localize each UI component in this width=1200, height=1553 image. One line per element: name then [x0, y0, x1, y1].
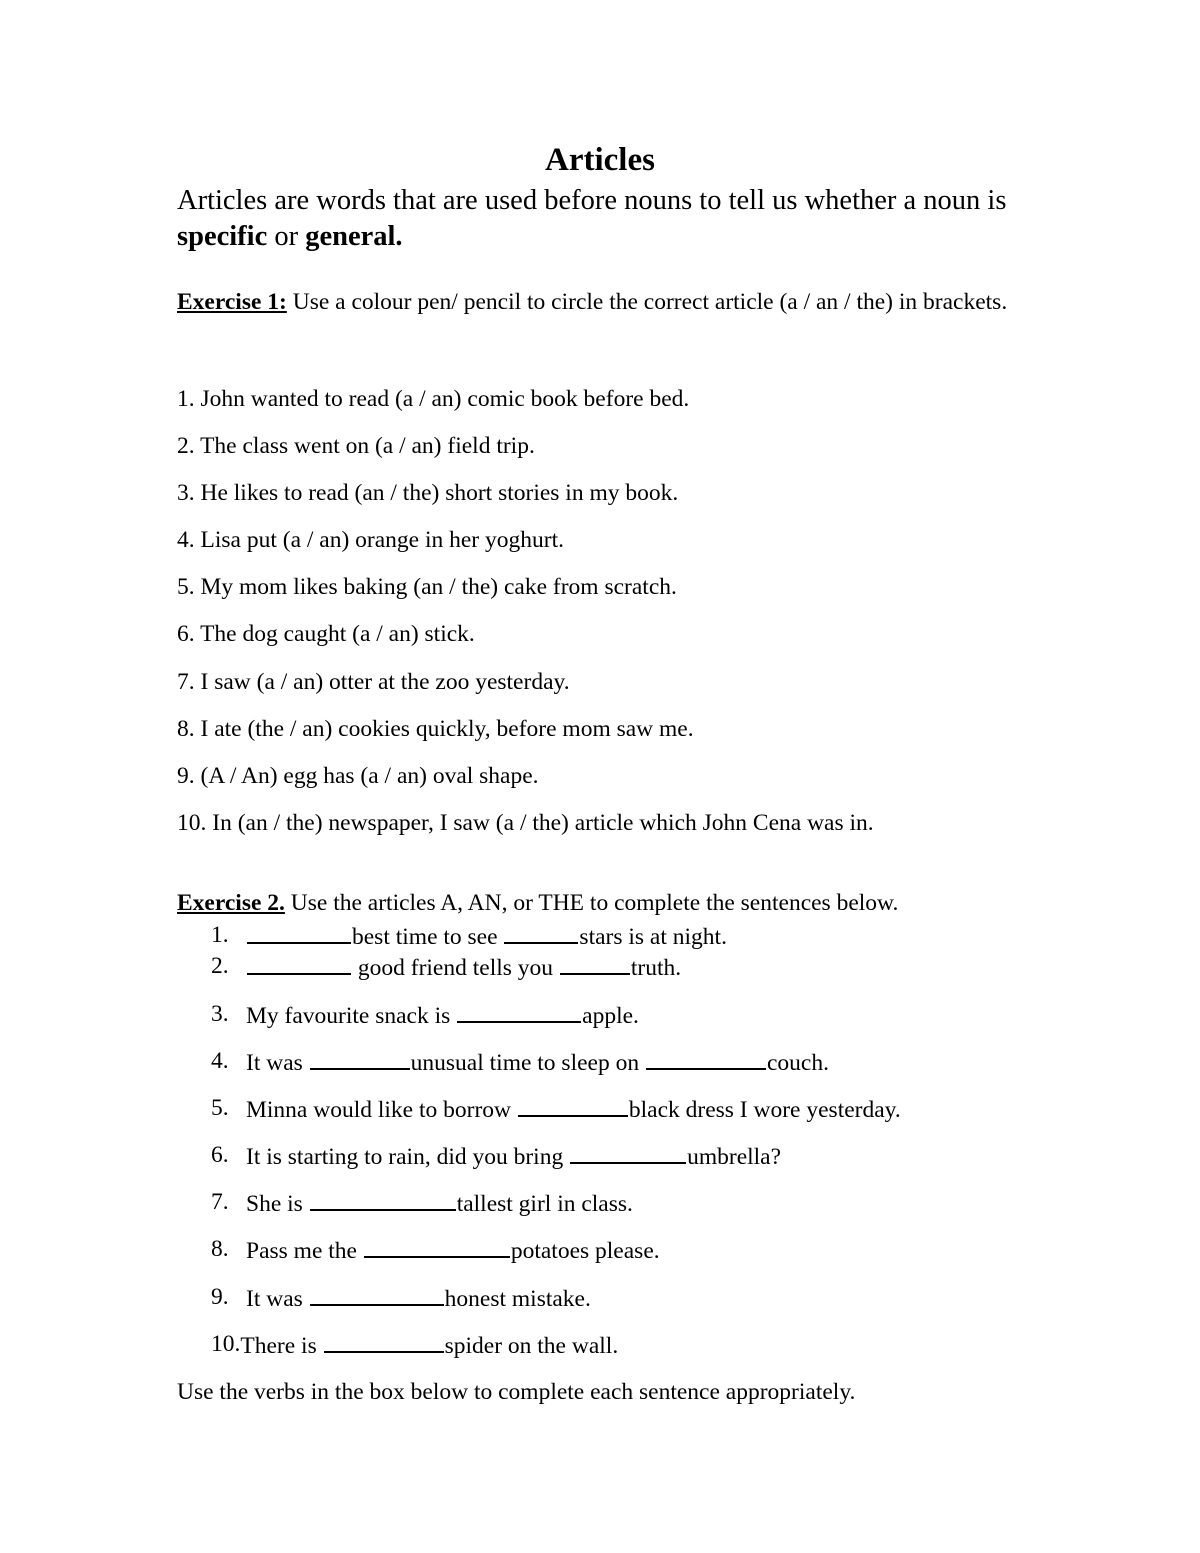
exercise-1-item: 9. (A / An) egg has (a / an) oval shape. [177, 763, 539, 789]
page-title: Articles [545, 142, 655, 178]
footer-instruction: Use the verbs in the box below to complete each sentence appropriately. [177, 1379, 856, 1405]
answer-blank[interactable] [247, 951, 351, 975]
item-text-part: My favourite snack is [246, 1003, 457, 1029]
item-text [246, 999, 639, 1031]
item-text [246, 1140, 781, 1172]
intro-bold-general: general. [305, 221, 403, 252]
item-text [246, 1282, 591, 1314]
exercise-2-heading [177, 887, 1037, 919]
item-number: 3. [211, 1001, 229, 1027]
exercise-1-label: Exercise 1: [177, 289, 287, 315]
exercise-2-instruction: Use the articles A, AN, or THE to complete the sentences below. [284, 890, 899, 916]
item-number: 6. [211, 1142, 229, 1168]
exercise-1-item: 3. He likes to read (an / the) short stories in my book. [177, 480, 679, 506]
item-text-part: truth. [630, 955, 682, 981]
item-number: 5. [211, 1095, 229, 1121]
answer-blank[interactable] [457, 999, 581, 1023]
item-text [246, 920, 727, 952]
exercise-1-item: 7. I saw (a / an) otter at the zoo yesterday. [177, 669, 570, 695]
exercise-1-item: 2. The class went on (a / an) field trip. [177, 433, 535, 459]
item-text-part: apple. [582, 1003, 639, 1029]
answer-blank[interactable] [310, 1187, 456, 1211]
exercise-2-label: Exercise 2. [177, 890, 285, 916]
item-number: 7. [211, 1189, 229, 1215]
exercise-1-item: 1. John wanted to read (a / an) comic book before bed. [177, 386, 690, 412]
item-text-part: black dress I wore yesterday. [628, 1097, 901, 1123]
intro-paragraph [177, 183, 1027, 255]
item-text-part: umbrella? [687, 1144, 782, 1170]
item-text [246, 1093, 901, 1125]
intro-text-mid: or [267, 221, 306, 252]
answer-blank[interactable] [504, 920, 578, 944]
item-text-part: It is starting to rain, did you bring [246, 1144, 570, 1170]
item-number: 10. [211, 1331, 241, 1357]
item-text [246, 1234, 660, 1266]
answer-blank[interactable] [310, 1046, 410, 1070]
item-text-part: She is [246, 1191, 309, 1217]
item-text-part: Minna would like to borrow [246, 1097, 517, 1123]
item-text-part: It was [246, 1050, 309, 1076]
answer-blank[interactable] [247, 920, 351, 944]
exercise-1-item: 8. I ate (the / an) cookies quickly, before mom saw me. [177, 716, 694, 742]
item-text-part: couch. [766, 1050, 829, 1076]
item-number: 1. [211, 922, 229, 948]
item-text [246, 1187, 633, 1219]
exercise-1-item: 6. The dog caught (a / an) stick. [177, 621, 475, 647]
item-text-part: Pass me the [246, 1238, 363, 1264]
exercise-1-item: 5. My mom likes baking (an / the) cake from scratch. [177, 574, 677, 600]
item-text-part: spider on the wall. [444, 1333, 619, 1359]
item-number: 9. [211, 1284, 229, 1310]
item-text-part: honest mistake. [444, 1286, 591, 1312]
item-text [246, 951, 681, 983]
answer-blank[interactable] [364, 1234, 510, 1258]
item-text [240, 1329, 618, 1361]
exercise-1-heading [177, 286, 1037, 318]
answer-blank[interactable] [560, 951, 630, 975]
item-number: 2. [211, 953, 229, 979]
item-text-part: good friend tells you [352, 955, 559, 981]
item-number: 8. [211, 1236, 229, 1262]
item-text-part: best time to see [352, 924, 504, 950]
answer-blank[interactable] [570, 1140, 686, 1164]
answer-blank[interactable] [646, 1046, 766, 1070]
answer-blank[interactable] [324, 1329, 444, 1353]
answer-blank[interactable] [310, 1282, 444, 1306]
exercise-1-item: 10. In (an / the) newspaper, I saw (a / the) article which John Cena was in. [177, 810, 874, 836]
item-number: 4. [211, 1048, 229, 1074]
item-text-part: stars is at night. [579, 924, 727, 950]
answer-blank[interactable] [518, 1093, 628, 1117]
item-text-part: It was [246, 1286, 309, 1312]
intro-bold-specific: specific [177, 221, 268, 252]
item-text-part: potatoes please. [510, 1238, 660, 1264]
intro-text: Articles are words that are used before nouns to tell us whether a noun is [177, 185, 1007, 216]
exercise-1-instruction: Use a colour pen/ pencil to circle the correct article (a / an / the) in brackets. [286, 289, 1008, 315]
item-text-part: tallest girl in class. [456, 1191, 633, 1217]
item-text-part: There is [240, 1333, 323, 1359]
item-text [246, 1046, 829, 1078]
exercise-1-item: 4. Lisa put (a / an) orange in her yoghurt. [177, 527, 564, 553]
item-text-part: unusual time to sleep on [410, 1050, 645, 1076]
